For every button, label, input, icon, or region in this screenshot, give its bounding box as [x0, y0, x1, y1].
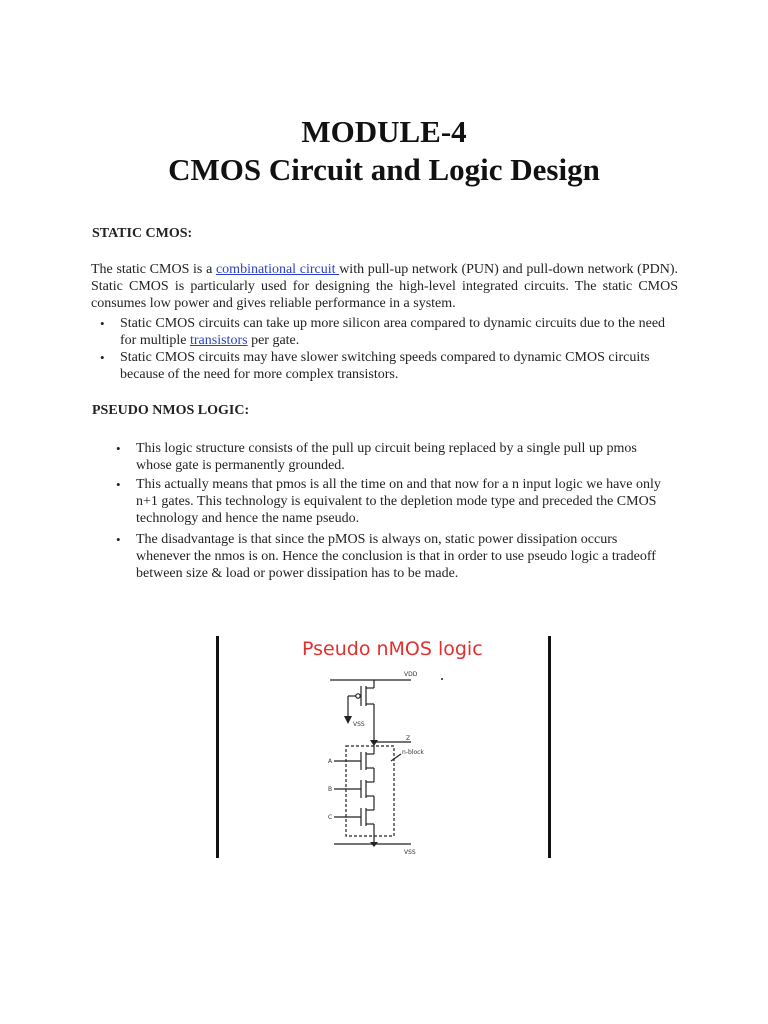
para-text-end: with pull-up network (PUN) and pull-down network (PDN). Static CMOS is particularly used for designing the high-level integrated circuits. The static CMOS consumes low power and gives reliable performance in a system. — [91, 262, 678, 311]
pseudo-nmos-figure — [216, 636, 552, 858]
para-text-start: The static CMOS is a — [91, 262, 216, 277]
static-cmos-bullet-1 — [100, 315, 680, 349]
n-block-outline — [346, 746, 394, 836]
bullet-dot: • — [100, 316, 105, 331]
input-b-label: B — [328, 786, 333, 793]
static-cmos-paragraph — [91, 261, 678, 312]
bullet-dot: • — [116, 441, 121, 456]
input-a-label: A — [328, 758, 333, 765]
bullet-text-start: Static CMOS circuits can take up more silicon area compared to dynamic circuits due to the need for multiple — [120, 316, 666, 348]
combinational-circuit-link[interactable]: combinational circuit — [215, 262, 340, 277]
bullet-dot: • — [100, 350, 105, 365]
input-c-label: C — [328, 814, 333, 821]
figure-title: Pseudo nMOS logic — [302, 638, 483, 660]
n-block-label: n-block — [402, 749, 424, 756]
static-cmos-bullet-2 — [100, 349, 680, 383]
module-title: MODULE-4 — [301, 114, 467, 149]
bullet-text: Static CMOS circuits may have slower switching speeds compared to dynamic CMOS circuits because of the need for more complex transistors. — [120, 350, 650, 382]
bullet-dot: • — [116, 532, 121, 547]
pseudo-nmos-schematic — [216, 636, 552, 858]
vss-bottom-label: VSS — [404, 849, 416, 856]
page-title: CMOS Circuit and Logic Design — [168, 152, 600, 187]
bullet-text: This actually means that pmos is all the time on and that now for a n input logic we have only n+1 gates. This technology is equivalent to the depletion mode type and preceded the CMOS technology and hence the name pseudo. — [136, 477, 661, 526]
output-label: Z — [406, 735, 411, 742]
pseudo-nmos-bullet-3 — [116, 531, 666, 582]
vdd-label: VDD — [404, 671, 418, 678]
bullet-dot: • — [116, 477, 121, 492]
pseudo-nmos-heading: PSEUDO NMOS LOGIC: — [92, 403, 250, 418]
vss-left-label: VSS — [353, 721, 365, 728]
pseudo-nmos-bullet-1 — [116, 440, 666, 474]
pseudo-nmos-bullet-2 — [116, 476, 666, 527]
bullet-text: This logic structure consists of the pull up circuit being replaced by a single pull up pmos whose gate is permanently grounded. — [136, 441, 637, 473]
bullet-text: The disadvantage is that since the pMOS is always on, static power dissipation occurs whenever the nmos is on. Hence the conclusion is that in order to use pseudo logic a tradeoff between size & load or power dissipation has to be made. — [136, 532, 656, 581]
static-cmos-heading: STATIC CMOS: — [92, 226, 193, 241]
transistors-link[interactable]: transistors — [190, 333, 248, 348]
bullet-text-end: per gate. — [247, 333, 300, 348]
